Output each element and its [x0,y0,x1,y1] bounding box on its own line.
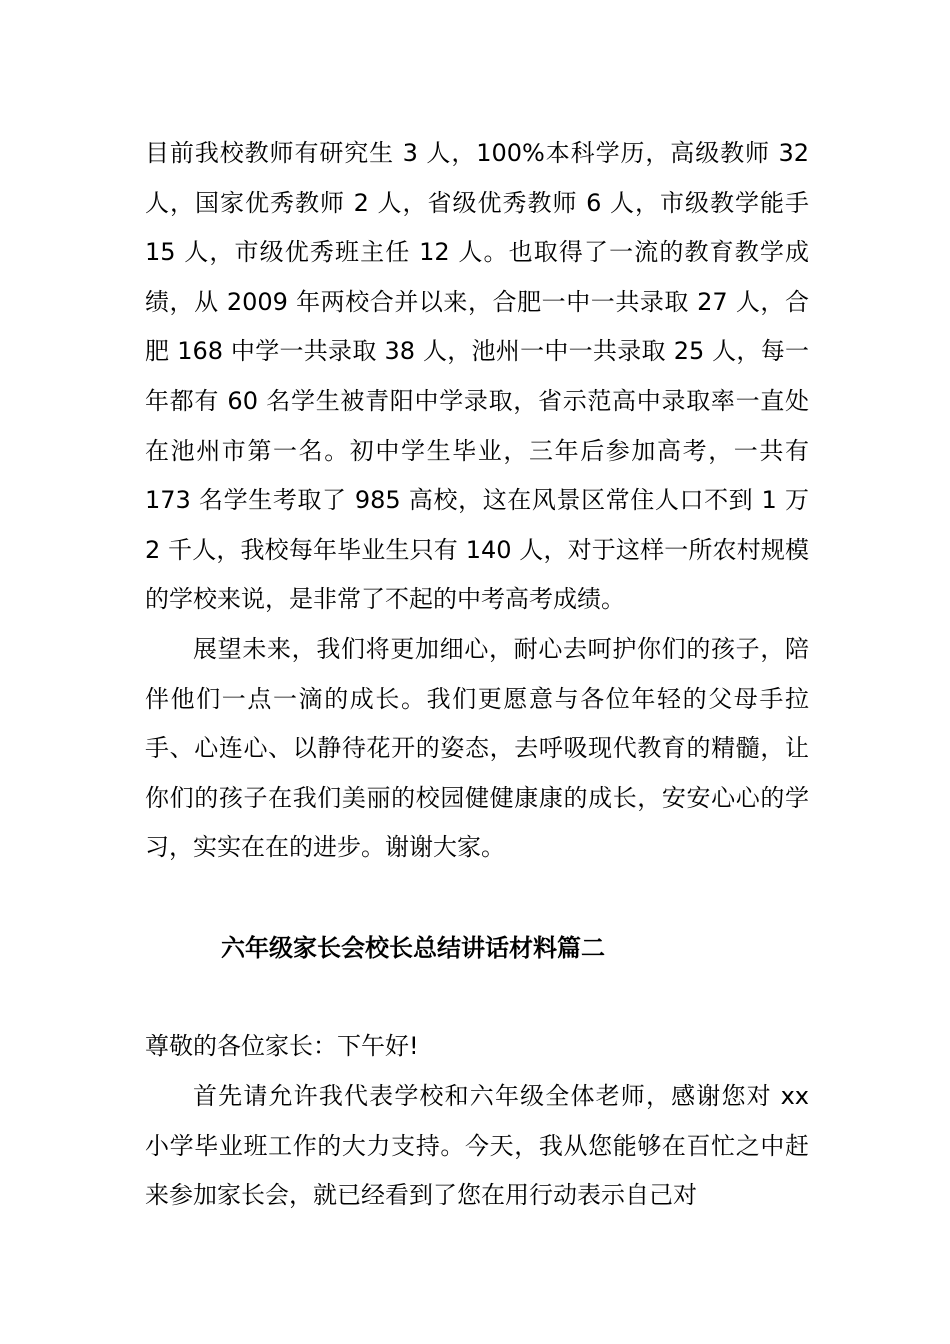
body-paragraph: 目前我校教师有研究生 3 人，100%本科学历，高级教师 32 人，国家优秀教师 2 人，省级优秀教师 6 人，市级教学能手 15 人，市级优秀班主任 12 人。也取得了一流的教育教学成绩，从 2009 年两校合并以来，合肥一中一共录取 27 人，合肥 168 中学一共录取 38 人，池州一中一共录取 25 人，每一年都有 60 名学生被青阳中学录取，省示范高中录取率一直处在池州市第一名。初中学生毕业，三年后参加高考，一共有 173 名学生考取了 985 高校，这在风景区常住人口不到 1 万 2 千人，我校每年毕业生只有 140 人，对于这样一所农村规模的学校来说，是非常了不起的中考高考成绩。 [145,139,809,614]
body-paragraph: 展望未来，我们将更加细心，耐心去呵护你们的孩子，陪伴他们一点一滴的成长。我们更愿意与各位年轻的父母手拉手、心连心、以静待花开的姿态，去呼吸现代教育的精髓，让你们的孩子在我们美丽的校园健健康康的成长，安安心心的学习，实实在在的进步。谢谢大家。 [145,635,809,862]
section-title: 六年级家长会校长总结讲话材料篇二 [221,934,605,962]
body-paragraph: 首先请允许我代表学校和六年级全体老师，感谢您对 xx 小学毕业班工作的大力支持。今天，我从您能够在百忙之中赶来参加家长会，就已经看到了您在用行动表示自己对 [145,1082,809,1210]
greeting-line: 尊敬的各位家长：下午好! [145,1032,419,1060]
